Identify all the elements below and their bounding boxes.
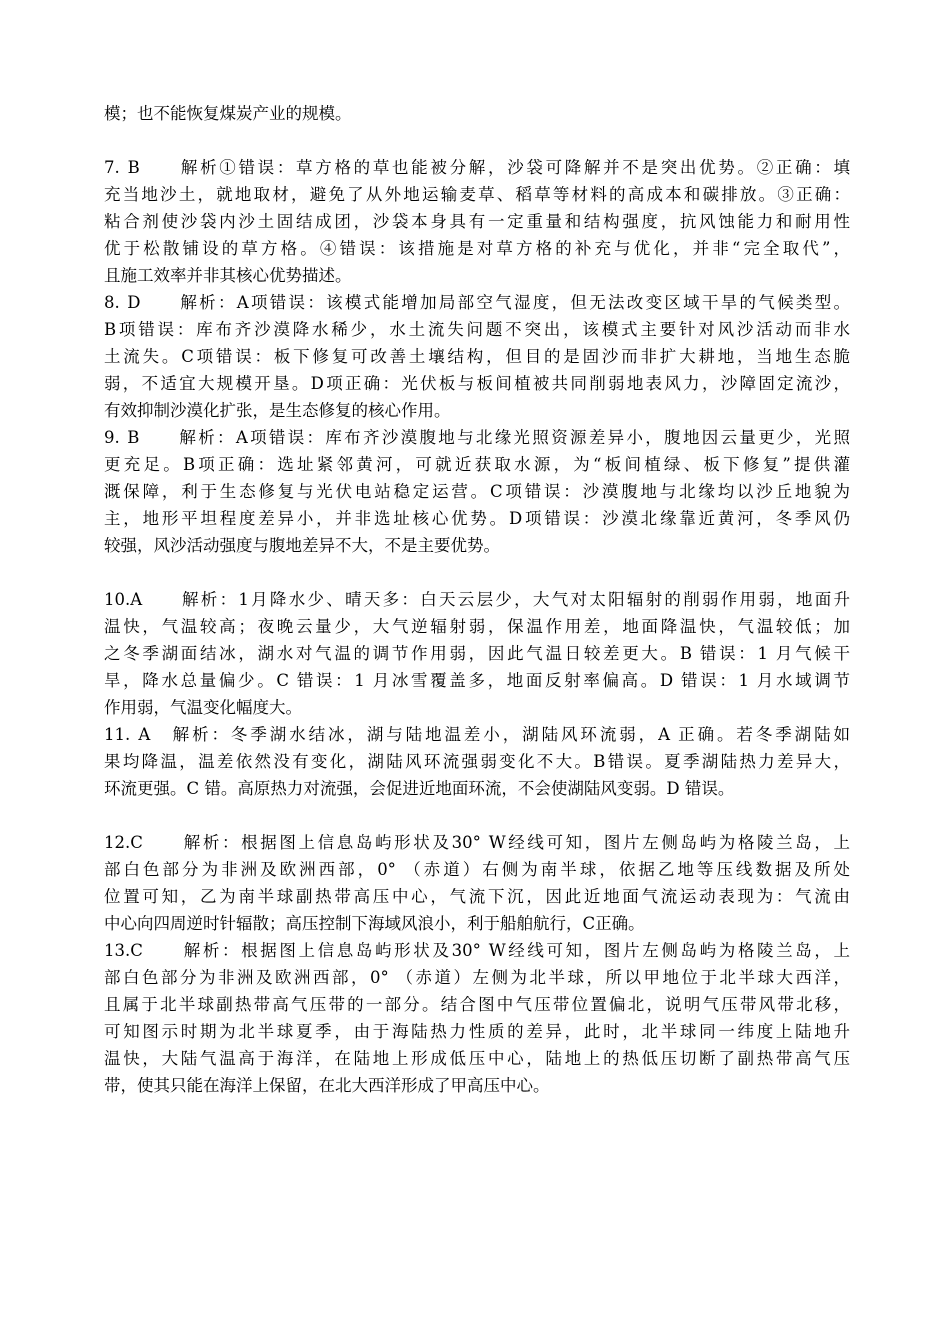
text-line: 8. D 解析：A项错误：该模式能增加局部空气湿度，但无法改变区域干旱的气候类型。: [104, 293, 850, 312]
text-line: 有效抑制沙漠化扩张，是生态修复的核心作用。: [104, 401, 451, 420]
text-line: 土流失。C项错误：板下修复可改善土壤结构，但目的是固沙而非扩大耕地，当地生态脆: [104, 347, 850, 366]
blank-line: [104, 127, 850, 154]
text-line: 优于松散铺设的草方格。④错误：该措施是对草方格的补充与优化，并非“完全取代”，: [104, 239, 850, 258]
text-line: 且施工效率并非其核心优势描述。: [104, 266, 352, 285]
text-line: 9. B 解析：A项错误：库布齐沙漠腹地与北缘光照资源差异小，腹地因云量更少，光照: [104, 428, 850, 447]
text-line: 旱，降水总量偏少。C 错误：1 月冰雪覆盖多，地面反射率偏高。D 错误：1 月水域调节: [104, 671, 850, 690]
text-line: 部白色部分为非洲及欧洲西部，0° （赤道）右侧为南半球，依据乙地等压线数据及所处: [104, 860, 850, 879]
text-line: 充当地沙土，就地取材，避免了从外地运输麦草、稻草等材料的高成本和碳排放。③正确：: [104, 185, 850, 204]
text-line: 环流更强。C 错。高原热力对流强，会促进近地面环流，不会使湖陆风变弱。D 错误。: [104, 779, 735, 798]
blank-line: [104, 559, 850, 586]
text-line: 且属于北半球副热带高气压带的一部分。结合图中气压带位置偏北，说明气压带风带北移，: [104, 995, 850, 1014]
text-line: 部白色部分为非洲及欧洲西部，0° （赤道）左侧为北半球，所以甲地位于北半球大西洋，: [104, 968, 850, 987]
text-line: 7. B 解析①错误：草方格的草也能被分解，沙袋可降解并不是突出优势。②正确：填: [104, 158, 850, 177]
text-line: 10.A 解析：1月降水少、晴天多：白天云层少，大气对太阳辐射的削弱作用弱，地面升: [104, 590, 850, 609]
text-line: 较强，风沙活动强度与腹地差异不大，不是主要优势。: [104, 536, 500, 555]
text-line: 之冬季湖面结冰，湖水对气温的调节作用弱，因此气温日较差更大。B 错误：1 月气候干: [104, 644, 850, 663]
text-line: 可知图示时期为北半球夏季，由于海陆热力性质的差异，此时，北半球同一纬度上陆地升: [104, 1022, 850, 1041]
text-line: 带，使其只能在海洋上保留，在北大西洋形成了甲高压中心。: [104, 1076, 550, 1095]
text-line: 温快，大陆气温高于海洋，在陆地上形成低压中心，陆地上的热低压切断了副热带高气压: [104, 1049, 850, 1068]
text-line: 果均降温，温差依然没有变化，湖陆风环流强弱变化不大。B错误。夏季湖陆热力差异大，: [104, 752, 850, 771]
text-line: 粘合剂使沙袋内沙土固结成团，沙袋本身具有一定重量和结构强度，抗风蚀能力和耐用性: [104, 212, 850, 231]
blank-line: [104, 802, 850, 829]
text-line: 作用弱，气温变化幅度大。: [104, 698, 302, 717]
text-line: 12.C 解析：根据图上信息岛屿形状及30° W经线可知，图片左侧岛屿为格陵兰岛，上: [104, 833, 850, 852]
text-line: 中心向四周逆时针辐散；高压控制下海域风浪小，利于船舶航行，C正确。: [104, 914, 645, 933]
text-line: 11. A 解析：冬季湖水结冰，湖与陆地温差小，湖陆风环流弱，A 正确。若冬季湖陆如: [104, 725, 850, 744]
text-line: 模；也不能恢复煤炭产业的规模。: [104, 104, 352, 123]
text-line: 更充足。B项正确：选址紧邻黄河，可就近获取水源，为“板间植绿、板下修复”提供灌: [104, 455, 850, 474]
text-line: B项错误：库布齐沙漠降水稀少，水土流失问题不突出，该模式主要针对风沙活动而非水: [104, 320, 850, 339]
text-line: 溉保障，利于生态修复与光伏电站稳定运营。C项错误：沙漠腹地与北缘均以沙丘地貌为: [104, 482, 850, 501]
text-line: 主，地形平坦程度差异小，并非选址核心优势。D项错误：沙漠北缘靠近黄河，冬季风仍: [104, 509, 850, 528]
text-line: 13.C 解析：根据图上信息岛屿形状及30° W经线可知，图片左侧岛屿为格陵兰岛，上: [104, 941, 850, 960]
text-line: 温快，气温较高；夜晚云量少，大气逆辐射弱，保温作用差，地面降温快，气温较低；加: [104, 617, 850, 636]
text-line: 位置可知，乙为南半球副热带高压中心，气流下沉，因此近地面气流运动表现为：气流由: [104, 887, 850, 906]
text-line: 弱，不适宜大规模开垦。D项正确：光伏板与板间植被共同削弱地表风力，沙障固定流沙，: [104, 374, 850, 393]
